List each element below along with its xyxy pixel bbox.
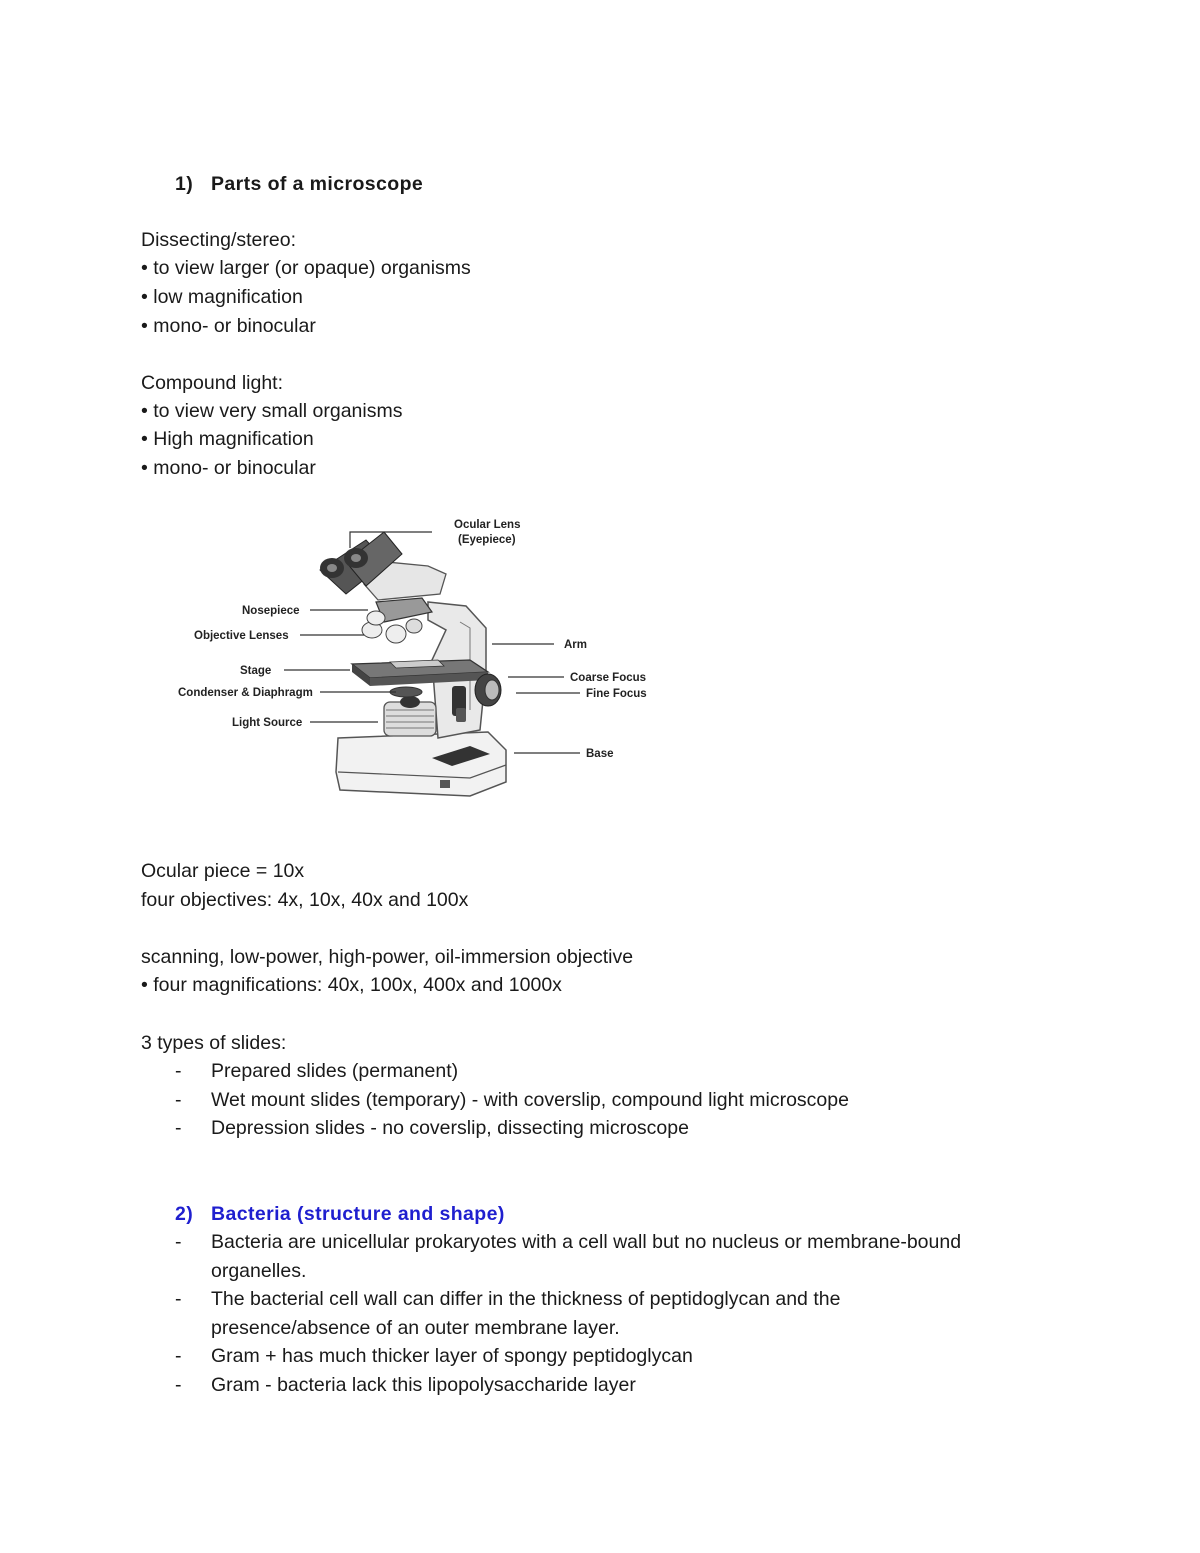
label-eyepiece: (Eyepiece) — [458, 534, 516, 546]
dash-marker: - — [175, 1089, 182, 1111]
label-arm: Arm — [564, 639, 588, 651]
label-objective-lenses: Objective Lenses — [194, 630, 289, 642]
compound-bullet: • mono- or binocular — [141, 457, 316, 479]
head-shape — [320, 532, 446, 600]
section-1-heading — [175, 170, 423, 198]
section-2-number: 2) — [175, 1203, 194, 1225]
dissecting-bullet: • to view larger (or opaque) organisms — [141, 257, 471, 279]
bacteria-list-item — [175, 1342, 693, 1371]
slides-label: 3 types of slides: — [141, 1032, 287, 1054]
ocular-piece-text: Ocular piece = 10x — [141, 860, 305, 882]
compound-label: Compound light: — [141, 372, 284, 394]
microscope-base-shape — [336, 732, 506, 796]
dash-marker: - — [175, 1231, 182, 1253]
magnifications-bullet: • four magnifications: 40x, 100x, 400x and 1000x — [141, 974, 562, 996]
objectives-text: four objectives: 4x, 10x, 40x and 100x — [141, 889, 469, 911]
dash-marker: - — [175, 1345, 182, 1367]
dash-marker: - — [175, 1060, 182, 1082]
nosepiece-shape — [362, 598, 432, 643]
section-1-number: 1) — [175, 173, 194, 195]
bacteria-item-continuation: organelles. — [211, 1260, 307, 1282]
dissecting-bullet: • low magnification — [141, 286, 303, 308]
label-coarse-focus: Coarse Focus — [570, 672, 647, 684]
label-nosepiece: Nosepiece — [242, 605, 300, 617]
section-2-title: Bacteria (structure and shape) — [211, 1203, 505, 1225]
bacteria-list-item — [175, 1285, 840, 1314]
slide-list-item — [175, 1114, 689, 1143]
dissecting-label: Dissecting/stereo: — [141, 229, 296, 251]
compound-bullet: • High magnification — [141, 428, 314, 450]
dash-marker: - — [175, 1288, 182, 1310]
slide-item-text: Wet mount slides (temporary) - with coverslip, compound light microscope — [211, 1089, 849, 1111]
slide-list-item — [175, 1057, 458, 1086]
dissecting-bullet: • mono- or binocular — [141, 315, 316, 337]
bacteria-item-text: Gram - bacteria lack this lipopolysaccharide layer — [211, 1374, 636, 1396]
bacteria-item-continuation: presence/absence of an outer membrane layer. — [211, 1317, 620, 1339]
bacteria-item-text: Gram + has much thicker layer of spongy peptidoglycan — [211, 1345, 693, 1367]
label-base: Base — [586, 748, 614, 760]
label-light-source: Light Source — [232, 717, 303, 729]
slide-item-text: Depression slides - no coverslip, dissecting microscope — [211, 1117, 689, 1139]
slide-list-item — [175, 1086, 849, 1115]
slide-item-text: Prepared slides (permanent) — [211, 1060, 459, 1082]
section-1-title: Parts of a microscope — [211, 173, 424, 195]
compound-bullet: • to view very small organisms — [141, 400, 403, 422]
section-2-heading — [175, 1200, 505, 1228]
bacteria-list-item — [175, 1228, 961, 1257]
bacteria-item-text: Bacteria are unicellular prokaryotes with a cell wall but no nucleus or membrane-bound — [211, 1231, 962, 1253]
dash-marker: - — [175, 1117, 182, 1139]
label-ocular-lens: Ocular Lens — [454, 519, 521, 531]
dash-marker: - — [175, 1374, 182, 1396]
bacteria-list-item — [175, 1371, 636, 1400]
objective-names-text: scanning, low-power, high-power, oil-immersion objective — [141, 946, 634, 968]
label-stage: Stage — [240, 665, 272, 677]
light-source-shape — [384, 687, 436, 736]
microscope-diagram — [170, 510, 660, 810]
label-condenser-diaphragm: Condenser & Diaphragm — [178, 687, 313, 699]
bacteria-item-text: The bacterial cell wall can differ in the thickness of peptidoglycan and the — [211, 1288, 841, 1310]
label-fine-focus: Fine Focus — [586, 688, 647, 700]
